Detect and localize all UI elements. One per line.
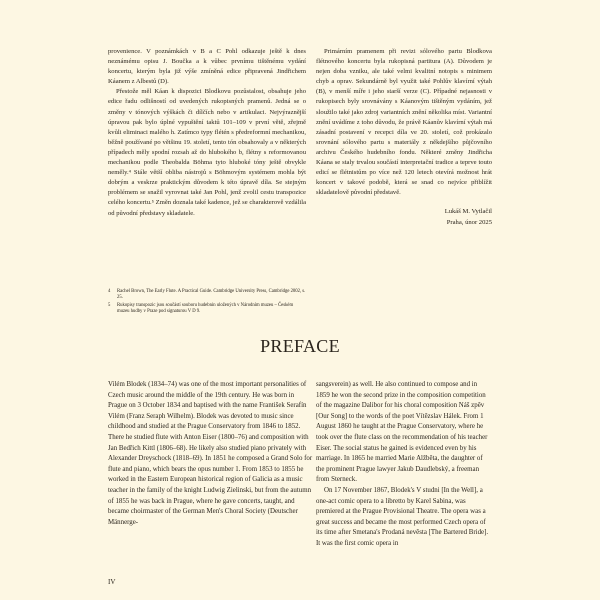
czech-text-left-column <box>108 47 306 219</box>
footnote <box>108 289 306 302</box>
preface-right-paragraph-1: sangsverein) as well. He also continued to compose and in 1859 he won the second prize in the composition competition of the magazine Dalibor for his choral composition Náš zpěv [Our Song] to the words of the poet Vítězslav Hálek. From 1 August 1860 he taught at the Prague Conservatory, where he took over the flute class on the recommendation of his teacher Eiser. The social status he gained is evidenced even by his marriage. In 1865 he married Marie Alžběta, the daughter of the prominent Prague lawyer Jakub Daudlebský, a freeman from Sterneck. <box>316 381 488 484</box>
footnotes <box>108 289 306 317</box>
footnote-number: 5 <box>108 302 111 308</box>
czech-text-right-column <box>316 47 492 228</box>
footnote-number: 4 <box>108 289 111 294</box>
signature-place-date: Praha, únor 2025 <box>446 218 492 226</box>
footnote-text: Rachel Brown, The Early Flute. A Practical Guide. Cambridge University Press, Cambridge 2002, s. 25. <box>117 289 306 301</box>
czech-left-paragraph-1: provenience. V poznámkách v B a C Pohl odkazuje ještě k dnes neznámému opisu J. Boučka a k vůbec prvnímu tištěnému vydání koncertu, kterým byla již výše zmíněná edice připravená Jindřichem Káanem z Albestů (D). <box>108 48 306 86</box>
preface-right-column <box>316 380 492 550</box>
signature-name: Lukáš M. Vytlačil <box>444 208 492 216</box>
preface-left-paragraph-1: Vilém Blodek (1834–74) was one of the most important personalities of Czech music around the middle of the 19th century. He was born in Prague on 3 October 1834 and baptised with the name František Serafín Vilém (Franz Seraph Wilhelm). Blodek was devoted to music since childhood and studied at the Prague Conservatory from 1846 to 1852. There he studied flute with Anton Eiser (1800–76) and composition with Jan Bedřich Kittl (1806–68). He likely also studied piano privately with Alexander Dreyschock (1818–69). In 1851 he composed a Grand Solo for flute and piano, which bears the opus number 1. From 1853 to 1855 he worked in the Eastern European historical region of Galicia as a music teacher in the family of the knight Ludwig Zielinski, but from the autumn of 1855 he was back in Prague, where he gave concerts, taught, and became choirmaster of the German Men's Choral Society (Deutscher Männerge- <box>108 381 313 526</box>
signature <box>316 207 492 227</box>
czech-right-paragraph-1: Primárním pramenem při revizi sólového partu Blodkova flétnového koncertu byla rukopisná partitura (A). Důvodem je nejen doba vzniku, ale také velmi kvalitní notopis s minimem chyb a oprav. Sekundárně byl využit také Pohlův klavírní výtah (B), v menší míře i jeho starší verze (C). Případné nejasnosti v rukopisech byly srovnávány s Káanovým tištěným vydáním, jež sloužilo také jako zdroj variantních znění několika míst. Variantní znění uvádíme z toho důvodu, že právě Káanův klavírní výtah má zásadní postavení v recepci díla ve 20. století, což prokázalo srovnání sólového partu s materiály z někdejšího půjčovního archivu Českého hudebního fondu. Některé změny Jindřicha Káana se staly trvalou součástí interpretační tradice a teprve touto edicí se flétnistům po více než 120 letech otevírá možnost hrát koncert v takové podobě, která se snad co nejvíce přiblížit skladatelově původní představě. <box>316 48 492 197</box>
footnote-text: Rukopisy transpozic jsou součástí souboru hudebnin uložených v Národním muzeu – Českém muzeu hudby v Praze pod signaturou V D 9. <box>117 302 294 315</box>
page-number: IV <box>108 578 116 586</box>
preface-heading: PREFACE <box>260 336 340 356</box>
preface-right-paragraph-2: On 17 November 1867, Blodek's V studni [In the Well], a one-act comic opera to a libretto by Karel Sabina, was premiered at the Prague Provisional Theatre. The opera was a great success and became the most performed Czech opera of its time after Smetana's Prodaná nevěsta [The Bartered Bride]. It was the first comic opera in <box>316 486 489 547</box>
preface-left-column <box>108 380 314 528</box>
czech-left-paragraph-2: Přestože měl Káan k dispozici Blodkovu pozůstalost, obsahuje jeho edice řadu odlišností od uvedených rukopisných pramenů. Jedná se o změny v tónových výškách či dílčích nebo v artikulaci. Nejvýraznější úpravou pak bylo úplné vypuštění taktů 101–109 v první větě, zřejmě kvůli eliminaci malého h. Zatímco typy flétén s předreformní mechanikou, běžně používané po většinu 19. století, tento tón obsahovaly a v některých případech měly spodní rozsah až do hlubokého b, flétny s reformovanou mechanikou podle Theobalda Böhma tyto hluboké tóny ještě obvykle neměly.⁴ Stále větší obliba nástrojů s Böhmovým systémem mohla být dobrým a veskrze praktickým důvodem k této úpravě díla. Se stejným problémem se snažil vyrovnat také Jan Pohl, jenž zvolil cestu transpozice celého koncertu.⁵ Změn doznala také kadence, jež se charakterově vzdálila od původní představy skladatele. <box>108 88 306 217</box>
footnote <box>108 303 306 316</box>
